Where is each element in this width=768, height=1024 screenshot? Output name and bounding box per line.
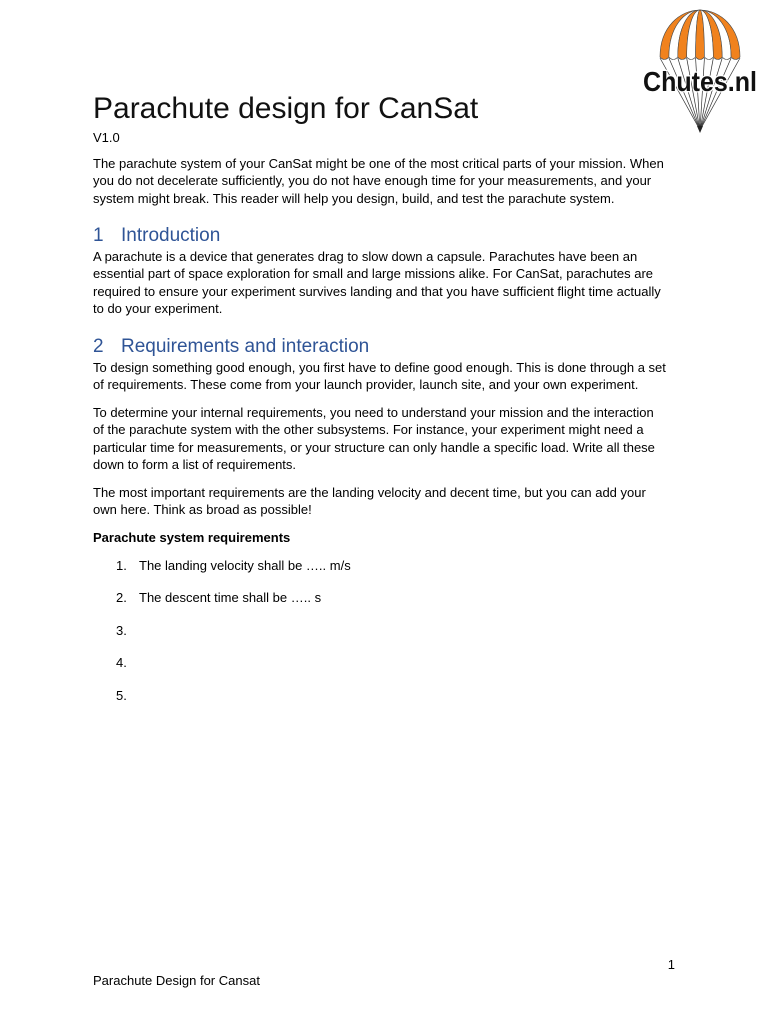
section-title: Introduction [121,224,221,246]
section-heading [93,335,683,359]
paragraph-line: required to ensure your experiment survives landing and that you have sufficient flight time actually [93,283,661,299]
paragraph-line: own here. Think as broad as possible! [93,502,312,518]
requirement-number: 3. [116,622,127,638]
paragraph [93,404,683,474]
requirements-list-title: Parachute system requirements [93,529,291,545]
paragraph [93,359,683,394]
requirement-item [93,589,683,607]
version-label: V1.0 [93,130,120,145]
paragraph-line: To determine your internal requirements, you need to understand your mission and the interaction [93,404,654,420]
paragraph-line: of the parachute system with the other subsystems. For instance, your experiment might need a [93,422,644,438]
section-heading [93,224,683,248]
page-number: 1 [667,956,675,972]
logo-text: Chutes.nl [643,66,757,97]
paragraph-line: The parachute system of your CanSat might be one of the most critical parts of your mission. When [93,155,664,171]
canopy [660,10,740,60]
paragraph-line: To design something good enough, you first have to define good enough. This is done through a set [93,359,666,375]
payload-point [697,126,703,133]
paragraph-line: to do your experiment. [93,301,223,317]
requirement-item [93,687,683,705]
section-number: 1 [93,224,104,246]
requirement-item [93,557,683,575]
paragraph [93,248,683,318]
paragraph-line: down to form a list of requirements. [93,457,297,473]
paragraph-line: essential part of space exploration for small and large missions alike. For CanSat, parachutes are [93,266,654,282]
paragraph-line: of requirements. These come from your launch provider, launch site, and your own experiment. [93,377,639,393]
requirement-number: 4. [116,654,127,670]
paragraph-line: you do not decelerate sufficiently, you do not have enough time for your measurements, and your [93,173,652,189]
document-title: Parachute design for CanSat [93,92,479,125]
page-footer: Parachute Design for Cansat [93,972,260,988]
paragraph [93,484,683,519]
paragraph-line: particular time for measurements, or your structure can only handle a specific load. Write all these [93,439,655,455]
paragraph-line: A parachute is a device that generates drag to slow down a capsule. Parachutes have been an [93,248,638,264]
paragraph-line: system might break. This reader will help you design, build, and test the parachute system. [93,190,615,206]
requirement-text: The descent time shall be ….. s [139,589,322,605]
requirement-number: 5. [116,687,127,703]
requirement-number: 1. [116,557,127,573]
requirement-item [93,654,683,672]
paragraph-line: The most important requirements are the landing velocity and decent time, but you can add your [93,484,646,500]
requirement-item [93,622,683,640]
requirement-number: 2. [116,589,127,605]
intro-paragraph [93,155,683,208]
requirement-text: The landing velocity shall be ….. m/s [139,557,351,573]
section-number: 2 [93,335,104,357]
section-title: Requirements and interaction [121,335,370,357]
